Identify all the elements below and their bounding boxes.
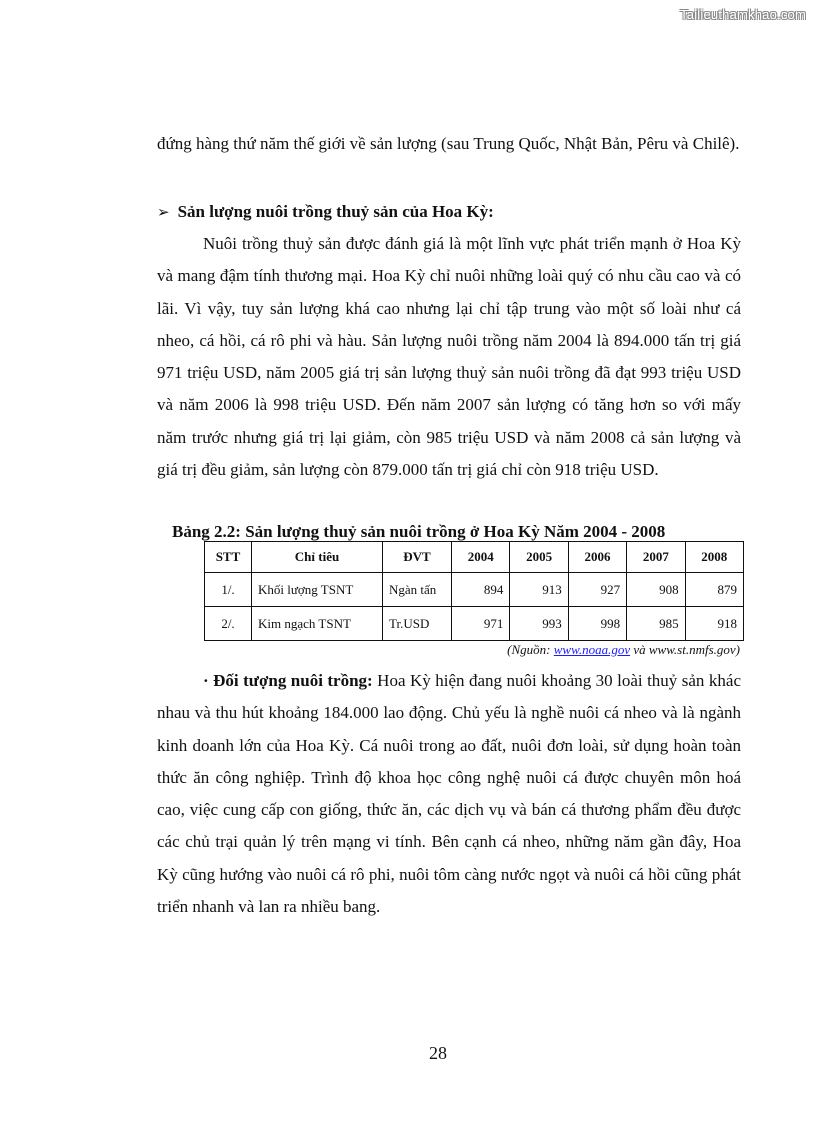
paragraph-lead: · Đối tượng nuôi trồng: — [203, 671, 373, 690]
watermark: Tailieuthamkhao.com — [680, 7, 806, 22]
source-link[interactable]: www.noaa.gov — [553, 642, 631, 657]
header-cell: STT — [205, 542, 252, 573]
table-cell: 918 — [685, 607, 743, 641]
table-cell: 927 — [568, 573, 626, 607]
section-heading-text: Sản lượng nuôi trồng thuỷ sản của Hoa Kỳ: — [177, 202, 494, 221]
table-header-row — [205, 542, 744, 573]
source-prefix: (Nguồn: — [507, 642, 554, 657]
table-cell: 971 — [452, 607, 510, 641]
table-cell: 879 — [685, 573, 743, 607]
table-row — [205, 607, 744, 641]
table-cell: 894 — [452, 573, 510, 607]
header-cell: 2008 — [685, 542, 743, 573]
header-cell: Chỉ tiêu — [252, 542, 383, 573]
header-cell: 2007 — [627, 542, 685, 573]
production-table — [204, 541, 744, 641]
paragraph-body: Hoa Kỳ hiện đang nuôi khoảng 30 loài thuỷ sản khác nhau và thu hút khoảng 184.000 lao động. Chủ yếu là nghề nuôi cá nheo và là ngành kinh doanh lớn của Hoa Kỳ. Cá nuôi trong ao đất, nuôi đơn loài, sử dụng hoàn toàn thức ăn công nghiệp. Trình độ khoa học công nghệ nuôi cá được chuyên môn hoá cao, việc cung cấp con giống, thức ăn, các dịch vụ và bán cá thương phẩm đều được các chủ trại quản lý trên mạng vi tính. Bên cạnh cá nheo, những năm gần đây, Hoa Kỳ cũng hướng vào nuôi cá rô phi, nuôi tôm càng nước ngọt và nuôi cá hồi cũng phát triển nhanh và lan ra nhiều bang. — [157, 671, 741, 917]
paragraph-continuation: đứng hàng thứ năm thế giới về sản lượng (sau Trung Quốc, Nhật Bản, Pêru và Chilê). — [157, 134, 740, 153]
paragraph-farming-subjects — [157, 665, 741, 923]
paragraph-production: Nuôi trồng thuỷ sản được đánh giá là một lĩnh vực phát triển mạnh ở Hoa Kỳ và mang đậm tính thương mại. Hoa Kỳ chỉ nuôi những loài quý có nhu cầu cao và có lãi. Vì vậy, tuy sản lượng khá cao nhưng lại chỉ tập trung vào một số loài như cá nheo, cá hồi, cá rô phi và hàu. Sản lượng nuôi trồng năm 2004 là 894.000 tấn trị giá 971 triệu USD, năm 2005 giá trị sản lượng thuỷ sản nuôi trồng đã đạt 993 triệu USD và năm 2006 là 998 triệu USD. Đến năm 2007 sản lượng có tăng hơn so với mấy năm trước nhưng giá trị lại giảm, còn 985 triệu USD và năm 2008 cả sản lượng và giá trị đều giảm, sản lượng còn 879.000 tấn trị giá chỉ còn 918 triệu USD. — [157, 234, 741, 480]
header-cell: 2005 — [510, 542, 568, 573]
page-number: 28 — [429, 1043, 447, 1063]
table-cell: 2/. — [205, 607, 252, 641]
table-cell: 908 — [627, 573, 685, 607]
section-heading — [157, 196, 494, 228]
table-row — [205, 573, 744, 607]
table-source — [507, 641, 740, 659]
table-cell: Kim ngạch TSNT — [252, 607, 383, 641]
source-suffix: và www.st.nmfs.gov) — [630, 642, 740, 657]
header-cell: 2004 — [452, 542, 510, 573]
table-cell: Khối lượng TSNT — [252, 573, 383, 607]
table-cell: 985 — [627, 607, 685, 641]
header-cell: ĐVT — [383, 542, 452, 573]
table-cell: 913 — [510, 573, 568, 607]
arrow-bullet-icon: ➢ — [157, 203, 170, 221]
table-cell: 998 — [568, 607, 626, 641]
table-cell: Ngàn tấn — [383, 573, 452, 607]
table-cell: 993 — [510, 607, 568, 641]
table-cell: Tr.USD — [383, 607, 452, 641]
table-cell: 1/. — [205, 573, 252, 607]
table-caption: Bảng 2.2: Sản lượng thuỷ sản nuôi trồng ở Hoa Kỳ Năm 2004 - 2008 — [172, 522, 666, 541]
header-cell: 2006 — [568, 542, 626, 573]
